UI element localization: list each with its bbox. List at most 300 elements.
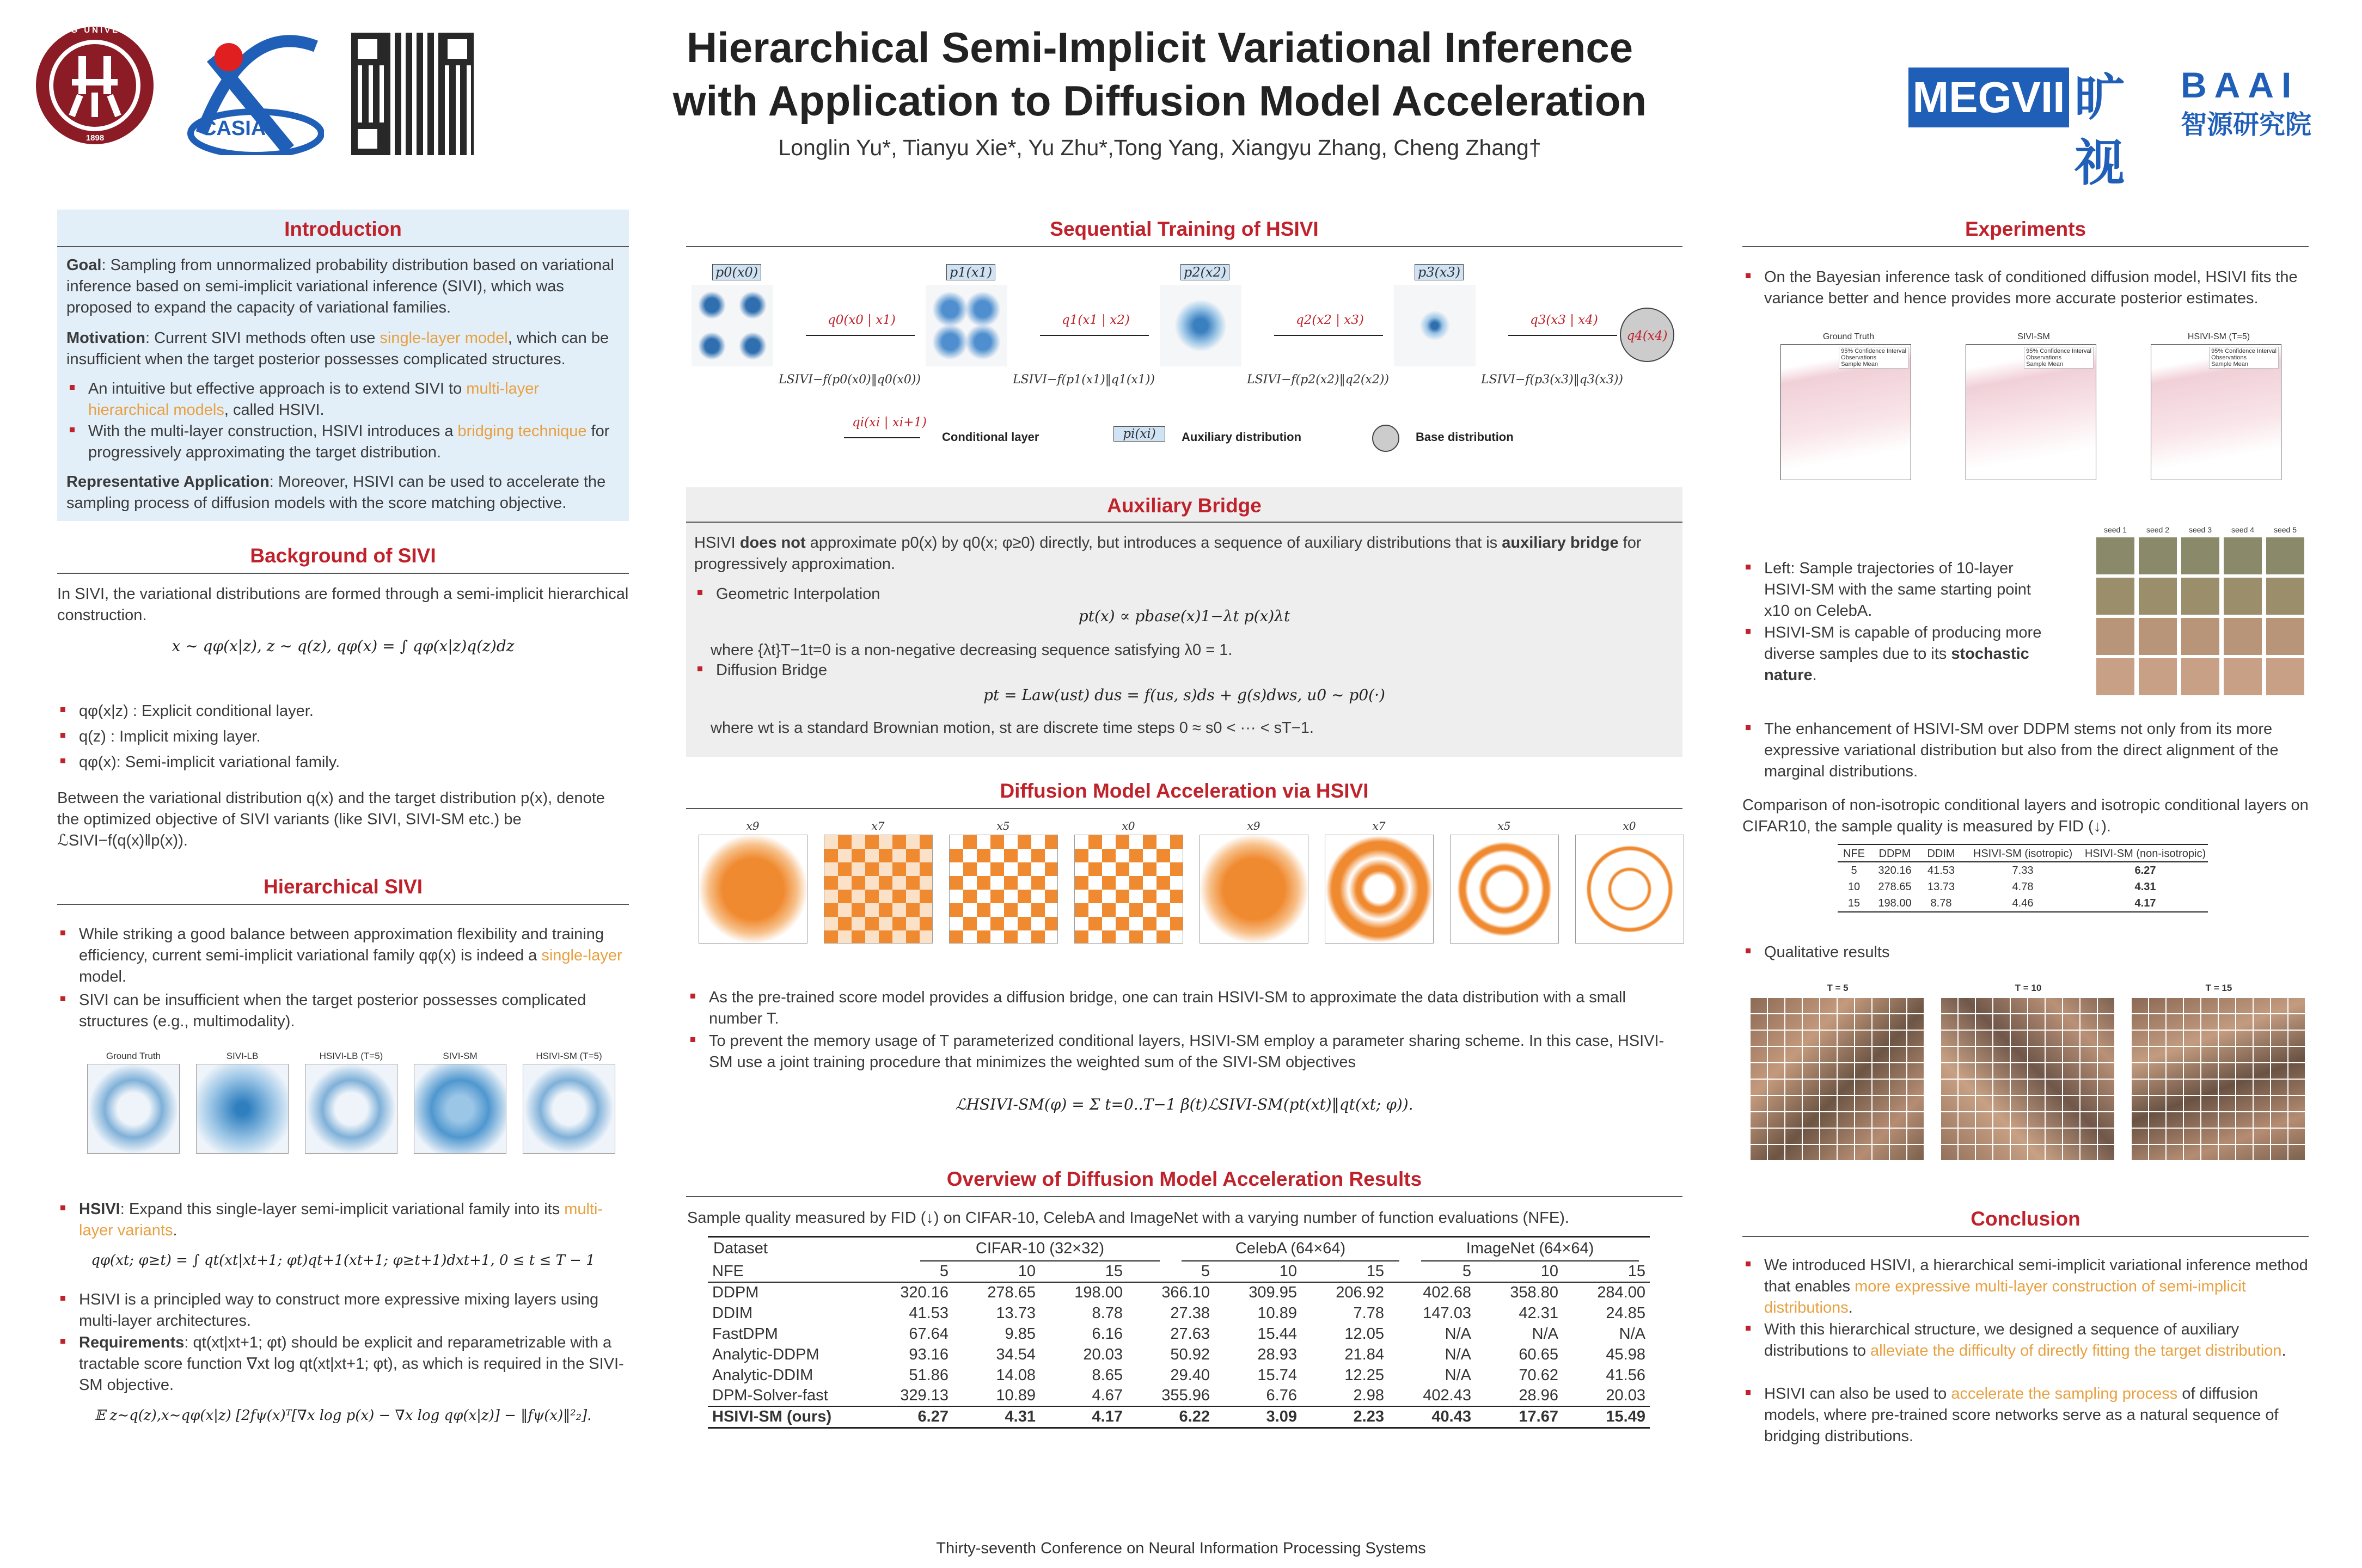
plot-area: [2151, 344, 2281, 480]
pku-logo-text: PEKING UNIVERSITY: [35, 26, 155, 35]
legend-cond-text: Conditional layer: [942, 430, 1039, 444]
intro-motivation: [66, 328, 621, 370]
legend-cond-arrow: [844, 437, 920, 438]
panel-ground-truth: [82, 1051, 185, 1154]
panel-label: x7: [871, 819, 885, 832]
table-row: [708, 1386, 1650, 1406]
bullet-highlight: multi-layer variants: [79, 1200, 603, 1239]
diffusion-rule: [686, 808, 1682, 809]
nfe-cell: 15: [1366, 1263, 1384, 1280]
method-name: Analytic-DDIM: [712, 1366, 813, 1384]
table-row: [708, 1282, 1650, 1303]
table-row-ours: [708, 1406, 1650, 1427]
group-imagenet: ImageNet (64×64): [1466, 1240, 1594, 1257]
fid-cell: 24.85: [1606, 1304, 1645, 1322]
bayes-plot-ground-truth: [1759, 332, 1938, 480]
bullet-label: Requirements: [79, 1334, 185, 1351]
small-table-cell: 41.53: [1927, 865, 1955, 877]
arrow-q1: [1040, 335, 1149, 336]
small-table: [1838, 844, 2208, 912]
small-table-cell: 320.16: [1878, 865, 1912, 877]
table-group-header: [708, 1238, 1650, 1261]
bullet-text: While striking a good balance between approximation flexibility and training efficiency, current semi-implicit variational family qφ(x) is indeed a: [79, 926, 604, 964]
fid-cell: 8.78: [1092, 1304, 1123, 1322]
conclusion-bullet-3: [1742, 1383, 2309, 1447]
pku-logo-year: 1898: [85, 133, 105, 143]
overview-caption: Sample quality measured by FID (↓) on CIFAR-10, CelebA and ImageNet with a varying number of function evaluations (NFE).: [687, 1209, 1569, 1227]
col-dataset: Dataset: [713, 1240, 768, 1257]
fid-cell: 20.03: [1606, 1387, 1645, 1404]
table-row: [708, 1303, 1650, 1324]
aux-text-end: for progressively approximation.: [694, 534, 1642, 573]
fid-cell: 309.95: [1249, 1284, 1297, 1301]
panel-hsivi-lb: [299, 1051, 403, 1154]
panel-title: HSIVI-SM (T=5): [536, 1051, 602, 1061]
fid-cell: 355.96: [1161, 1387, 1210, 1404]
fid-cell: N/A: [1619, 1325, 1645, 1343]
fid-cell: 67.64: [909, 1325, 949, 1343]
panel-plot: [523, 1064, 615, 1154]
conclusion-bullet-2: [1742, 1319, 2309, 1362]
panel-checker-x9: [694, 819, 811, 946]
fid-cell: 70.62: [1519, 1366, 1558, 1384]
fid-cell: 21.84: [1344, 1345, 1384, 1363]
plot-legend: [2209, 347, 2279, 369]
fid-cell: 17.67: [1519, 1408, 1558, 1425]
small-table-cell: 278.65: [1878, 881, 1912, 893]
nfe-cell: 10: [1279, 1263, 1297, 1280]
cond-label-q2: q2(x2 | x3): [1296, 313, 1364, 327]
bullet-text: With the multi-layer construction, HSIVI introduces a: [88, 422, 458, 440]
arrow-q3: [1508, 335, 1617, 336]
base-distribution-circle: [1620, 308, 1674, 362]
loss-label-1: LSIVI−f(p1(x1)‖q1(x1)): [1013, 373, 1155, 387]
fid-cell: 27.38: [1170, 1304, 1210, 1322]
fid-cell: 4.67: [1092, 1387, 1123, 1404]
fid-cell: 329.13: [900, 1387, 949, 1404]
fid-cell: N/A: [1445, 1345, 1471, 1363]
aux-bridge-text: [694, 532, 1674, 575]
legend-aux-text: Auxiliary distribution: [1182, 430, 1302, 444]
group-cifar: CIFAR-10 (32×32): [975, 1240, 1105, 1257]
noise-row: [2096, 578, 2304, 615]
nfe-cell: 10: [1018, 1263, 1036, 1280]
baai-logo: [2181, 64, 2339, 139]
aux-where-1: where {λt}T−1t=0 is a non-negative decreasing sequence satisfying λ0 = 1.: [711, 641, 1233, 659]
qualitative-grids: [1751, 983, 2311, 1168]
experiments-bullet-3: [1742, 622, 2047, 686]
aux-plot: [692, 285, 773, 366]
fid-cell: 28.93: [1257, 1345, 1297, 1363]
motivation-text: : Current SIVI methods often use: [145, 329, 380, 347]
bullet-text-end: .: [2281, 1342, 2286, 1359]
fid-cell: 12.25: [1344, 1366, 1384, 1384]
fid-cell: 402.43: [1423, 1387, 1471, 1404]
aux-label: p0(x0): [712, 264, 761, 280]
hsivi-rule: [57, 904, 629, 905]
diffusion-equation: ℒHSIVI-SM(φ) = Σ t=0..T−1 β(t)ℒSIVI-SM(pt(xt)‖qt(xt; φ)).: [955, 1095, 1413, 1113]
intro-goal: [66, 255, 621, 318]
aux-text-mid: approximate p0(x) by q0(x; φ≥0) directly, but introduces a sequence of auxiliary distributions that is: [805, 534, 1502, 552]
small-table-cell: 5: [1851, 865, 1857, 877]
table-row: [708, 1344, 1650, 1365]
small-table-cell: 4.78: [2012, 881, 2034, 893]
panel-checker-x0: [1070, 819, 1187, 946]
fid-cell: 2.23: [1353, 1408, 1384, 1425]
panel-label: x5: [1497, 819, 1511, 832]
hsivi-equation-1: qφ(xt; φ≥t) = ∫ qt(xt|xt+1; φt)qt+1(xt+1; φ≥t+1)dxt+1, 0 ≤ t ≤ T − 1: [91, 1252, 595, 1269]
panel-plot: [1325, 835, 1434, 944]
background-rule: [57, 573, 629, 574]
panel-plot: [1575, 835, 1684, 944]
bullet-highlight: alleviate the difficulty of directly fitting the target distribution: [1870, 1342, 2282, 1359]
method-name: DDPM: [712, 1284, 759, 1301]
cond-label-q0: q0(x0 | x1): [828, 313, 896, 327]
poster-title-line1: Hierarchical Semi-Implicit Variational Inference: [686, 23, 1633, 71]
aux-plot: [1160, 285, 1241, 366]
hsivi-bullet-2: SIVI can be insufficient when the target posterior possesses complicated structures (e.g., multimodality).: [57, 990, 629, 1032]
panel-title: HSIVI-LB (T=5): [319, 1051, 383, 1061]
legend-base-circle: [1372, 425, 1399, 452]
small-table-row: [1838, 895, 2208, 911]
bullet-text-end: of diffusion models, where pre-trained score networks serve as a natural sequence of bridging distributions.: [1764, 1385, 2279, 1445]
panel-rings-x9: [1195, 819, 1312, 946]
panel-plot: [87, 1064, 180, 1154]
plot-title: Ground Truth: [1822, 332, 1875, 341]
method-name: Analytic-DDPM: [712, 1345, 819, 1363]
face-row: [2096, 658, 2304, 695]
panel-rings-x7: [1320, 819, 1437, 946]
legend-cond-sample: qi(xi | xi+1): [852, 415, 927, 430]
small-table-cell: 10: [1847, 881, 1861, 893]
fid-cell: 7.78: [1353, 1304, 1384, 1322]
fid-cell: 9.85: [1005, 1325, 1036, 1343]
seed-label: seed 4: [2231, 525, 2255, 534]
panel-plot: [196, 1064, 289, 1154]
fid-cell: 278.65: [987, 1284, 1036, 1301]
small-table-cell: 7.33: [2012, 865, 2034, 877]
bullet-text-end: , called HSIVI.: [224, 401, 325, 419]
table-row-nfe: [708, 1261, 1650, 1282]
small-table-cell: 4.31: [2134, 881, 2156, 893]
sequential-figure: [692, 264, 1682, 460]
face-grid: [1941, 997, 2115, 1160]
panel-sivi-lb: [191, 1051, 294, 1154]
table-row: [708, 1365, 1650, 1386]
legend-obs: Observations: [2026, 354, 2061, 361]
small-table-body: [1838, 862, 2208, 911]
aux-plot: [1394, 285, 1476, 366]
experiments-title: Experiments: [1965, 218, 2086, 240]
panel-plot: [949, 835, 1058, 944]
panel-plot: [699, 835, 807, 944]
fid-cell: 60.65: [1519, 1345, 1558, 1363]
method-name: HSIVI-SM (ours): [712, 1408, 832, 1425]
fid-cell: 28.96: [1519, 1387, 1558, 1404]
plot-legend: [2024, 347, 2094, 369]
bullet-highlight: accelerate the sampling process: [1951, 1385, 2178, 1402]
panel-title: SIVI-SM: [443, 1051, 478, 1061]
aux-dist-p1: [926, 264, 1013, 366]
small-table-cell: 15: [1847, 897, 1861, 909]
baai-logo-cn: 智源研究院: [2181, 111, 2312, 139]
small-head-iso: HSIVI-SM (isotropic): [1973, 848, 2073, 860]
bullet-text: HSIVI can also be used to: [1764, 1385, 1951, 1402]
grid-title: T = 10: [2015, 983, 2042, 993]
casia-logo-text: CASIA: [201, 117, 266, 140]
panel-title: Ground Truth: [106, 1051, 161, 1061]
small-head-nfe: NFE: [1843, 848, 1865, 860]
rep-label: Representative Application: [66, 473, 270, 491]
fid-cell: N/A: [1445, 1325, 1471, 1343]
small-table-cell: 4.46: [2012, 897, 2034, 909]
aux-bridge-rule: [686, 522, 1682, 523]
bayes-plot-hsivi-sm: [2129, 332, 2309, 480]
hsivi-bullet-3: [57, 1199, 629, 1241]
results-table: [708, 1236, 1650, 1429]
bullet-text-end: .: [173, 1222, 178, 1239]
small-table-cell: 8.78: [1930, 897, 1952, 909]
experiments-bullet-4: The enhancement of HSIVI-SM over DDPM stems not only from its more expressive variational distribution but also from the direct alignment of the marginal distributions.: [1742, 719, 2309, 782]
table-row: [708, 1324, 1650, 1344]
aux-dist-p2: [1160, 264, 1247, 366]
bullet-text: : qt(xt|xt+1; φt) should be explicit and reparametrizable with a tractable score function ∇xt log qt(xt|xt+1; φt), as which is required in the SIVI-SM objective.: [79, 1334, 624, 1394]
small-head-noniso: HSIVI-SM (non-isotropic): [2084, 848, 2206, 860]
legend-mean: Sample Mean: [1841, 361, 1878, 367]
fid-cell: 284.00: [1597, 1284, 1645, 1301]
arrow-q0: [806, 335, 915, 336]
base-label: q4(x4): [1626, 329, 1668, 343]
legend-ci: 95% Confidence Interval: [1841, 348, 1906, 354]
aux-dist-p0: [692, 264, 779, 366]
bullet-text: We introduced HSIVI, a hierarchical semi-implicit variational inference method that enables: [1764, 1257, 2308, 1295]
fid-cell: 4.17: [1092, 1408, 1123, 1425]
experiments-bullet-5: Qualitative results: [1742, 942, 2309, 963]
bullet-label: HSIVI: [79, 1200, 120, 1218]
small-head-ddim: DDIM: [1927, 848, 1955, 860]
sequential-rule: [686, 246, 1682, 247]
loss-label-0: LSIVI−f(p0(x0)‖q0(x0)): [779, 373, 921, 387]
motivation-text-end: , which can be insufficient when the target posterior possesses complicated structures.: [66, 329, 609, 368]
bullet-text-end: .: [1812, 666, 1817, 684]
aux-bullet-geometric: Geometric Interpolation: [694, 584, 1674, 605]
pku-logo: [34, 24, 156, 147]
nfe-cell: 5: [1201, 1263, 1210, 1280]
seed-label: seed 5: [2273, 525, 2297, 534]
fid-cell: 3.09: [1266, 1408, 1297, 1425]
bullet-text: HSIVI-SM is capable of producing more diverse samples due to its: [1764, 624, 2042, 663]
seed-label: seed 1: [2103, 525, 2127, 534]
small-table-cell: 4.17: [2134, 897, 2156, 909]
nfe-cell: 10: [1540, 1263, 1558, 1280]
fid-cell: 147.03: [1423, 1304, 1471, 1322]
bullet-bold: stochastic nature: [1764, 645, 2029, 684]
plot-legend: [1839, 347, 1908, 369]
nfe-cell: 15: [1105, 1263, 1123, 1280]
fid-cell: N/A: [1445, 1366, 1471, 1384]
plot-area: [1780, 344, 1911, 480]
background-equation: x ∼ qφ(x|z), z ∼ q(z), qφ(x) = ∫ qφ(x|z)q(z)dz: [172, 637, 515, 655]
fid-cell: 320.16: [900, 1284, 949, 1301]
fid-cell: 15.49: [1606, 1408, 1645, 1425]
fid-cell: 6.22: [1179, 1408, 1210, 1425]
panel-plot: [414, 1064, 506, 1154]
bullet-highlight: more expressive multi-layer construction of semi-implicit distributions: [1764, 1278, 2246, 1316]
fid-cell: 6.27: [917, 1408, 949, 1425]
background-bullet-1: qφ(x|z) : Explicit conditional layer.: [57, 701, 629, 722]
legend-obs: Observations: [1841, 354, 1876, 361]
fid-cell: 10.89: [996, 1387, 1036, 1404]
baai-logo-text: BAAI: [2181, 65, 2299, 105]
fid-cell: 10.89: [1257, 1304, 1297, 1322]
aux-where-2: where wt is a standard Brownian motion, st are discrete time steps 0 ≈ s0 < ··· < sT−1.: [711, 719, 1314, 737]
rep-text: : Moreover, HSIVI can be used to accelerate the sampling process of diffusion models with the score matching objective.: [66, 473, 606, 512]
fid-cell: 15.44: [1257, 1325, 1297, 1343]
legend-obs: Observations: [2211, 354, 2247, 361]
conclusion-rule: [1742, 1236, 2309, 1237]
legend-mean: Sample Mean: [2026, 361, 2064, 367]
group-celeba: CelebA (64×64): [1235, 1240, 1346, 1257]
fid-cell: 34.54: [996, 1345, 1036, 1363]
overview-title: Overview of Diffusion Model Acceleration Results: [946, 1168, 1422, 1190]
panel-label: x7: [1372, 819, 1386, 832]
experiments-text: Comparison of non-isotropic conditional layers and isotropic conditional layers on CIFAR10, the sample quality is measured by FID (↓).: [1742, 797, 2309, 835]
experiments-rule: [1742, 246, 2309, 247]
small-table-head: [1838, 845, 2208, 862]
fid-cell: 206.92: [1336, 1284, 1384, 1301]
panel-title: SIVI-LB: [226, 1051, 259, 1061]
hsivi-title: Hierarchical SIVI: [263, 875, 423, 898]
fid-cell: 93.16: [909, 1345, 949, 1363]
fid-cell: 4.31: [1005, 1408, 1036, 1425]
hsivi-equation-2: 𝔼 z∼q(z),x∼qφ(x|z) [2fψ(x)ᵀ[∇x log p(x) − ∇x log qφ(x|z)] − ‖fψ(x)‖²₂].: [94, 1407, 592, 1424]
small-table-cell: 198.00: [1878, 897, 1912, 909]
panel-plot: [1074, 835, 1183, 944]
seed-grid: [2091, 525, 2309, 705]
fid-cell: 6.76: [1266, 1387, 1297, 1404]
bullet-text-end: .: [1848, 1299, 1853, 1316]
table-bottom-rule: [708, 1427, 1650, 1429]
hsivi-bullet-4: HSIVI is a principled way to construct more expressive mixing layers using multi-layer architectures.: [57, 1289, 629, 1332]
panel-checker-x5: [945, 819, 1062, 946]
megvii-logo-text: MEGVII: [1908, 68, 2069, 127]
group-underline: [920, 1260, 1160, 1261]
panel-hsivi-sm: [517, 1051, 621, 1154]
diffusion-bullet-2: To prevent the memory usage of T parameterized conditional layers, HSIVI-SM employ a parameter sharing scheme. In this case, HSIVI-SM use a joint training procedure that minimizes the weighted sum of the SIVI-SM objectives: [687, 1031, 1678, 1073]
noise-row: [2096, 537, 2304, 574]
fid-cell: 402.68: [1423, 1284, 1471, 1301]
results-data-table: [708, 1261, 1650, 1427]
conclusion-bullet-1: [1742, 1255, 2309, 1319]
aux-text: HSIVI: [694, 534, 740, 552]
qr-code[interactable]: [351, 33, 474, 155]
diffusion-bullet-1: As the pre-trained score model provides a diffusion bridge, one can train HSIVI-SM to approximate the data distribution with a small number T.: [687, 987, 1678, 1030]
goal-text: : Sampling from unnormalized probability distribution based on variational inference based on semi-implicit variational inference (SIVI), which was proposed to expand the capacity of variational families.: [66, 256, 614, 316]
aux-bold: does not: [739, 534, 806, 552]
seed-label: seed 2: [2146, 525, 2170, 534]
panel-label: x5: [996, 819, 1010, 832]
panel-plot: [305, 1064, 397, 1154]
aux-dist-p3: [1394, 264, 1481, 366]
panel-plot: [824, 835, 933, 944]
small-table-bottom-rule: [1838, 911, 2208, 912]
legend-ci: 95% Confidence Interval: [2026, 348, 2091, 354]
panel-label: x9: [746, 819, 760, 832]
sequential-title: Sequential Training of HSIVI: [1050, 218, 1319, 240]
megvii-logo-cn: 旷视: [2075, 70, 2125, 191]
nfe-cell: 5: [939, 1263, 949, 1280]
legend-mean: Sample Mean: [2211, 361, 2249, 367]
nfe-cell: 15: [1627, 1263, 1645, 1280]
fid-cell: 50.92: [1170, 1345, 1210, 1363]
aux-label: p1(x1): [946, 264, 995, 280]
aux-label: p3(x3): [1415, 264, 1464, 280]
panel-label: x9: [1247, 819, 1260, 832]
grid-t5: [1751, 983, 1925, 1160]
panel-label: x0: [1122, 819, 1135, 832]
fid-cell: 6.16: [1092, 1325, 1123, 1343]
bayes-plot-sivi-sm: [1944, 332, 2124, 480]
method-name: DDIM: [712, 1304, 753, 1322]
cond-label-q3: q3(x3 | x4): [1530, 313, 1598, 327]
plot-area: [1966, 344, 2096, 480]
grid-t10: [1941, 983, 2115, 1160]
panel-rings-x5: [1446, 819, 1563, 946]
diffusion-title: Diffusion Model Acceleration via HSIVI: [1000, 780, 1369, 802]
panel-plot: [1200, 835, 1308, 944]
panel-rings-x0: [1571, 819, 1688, 946]
authors: Longlin Yu*, Tianyu Xie*, Yu Zhu*,Tong Yang, Xiangyu Zhang, Cheng Zhang†: [778, 135, 1541, 160]
background-bullet-2: q(z) : Implicit mixing layer.: [57, 726, 629, 748]
bayesian-plots: [1759, 332, 2309, 495]
fid-cell: 366.10: [1161, 1284, 1210, 1301]
bullet-highlight: single-layer: [541, 947, 622, 964]
motivation-label: Motivation: [66, 329, 145, 347]
fid-cell: 8.65: [1092, 1366, 1123, 1384]
background-bullet-3: qφ(x): Semi-implicit variational family.: [57, 752, 629, 773]
face-grid: [2132, 997, 2306, 1160]
cond-label-q1: q1(x1 | x2): [1062, 313, 1130, 327]
fid-cell: 15.74: [1257, 1366, 1297, 1384]
footer-conference: Thirty-seventh Conference on Neural Information Processing Systems: [936, 1540, 1426, 1557]
fid-cell: 41.53: [909, 1304, 949, 1322]
intro-representative: [66, 471, 621, 514]
fid-cell: 2.98: [1353, 1387, 1384, 1404]
aux-bullet-diffusion: Diffusion Bridge: [694, 660, 1674, 681]
aux-bold-2: auxiliary bridge: [1502, 534, 1619, 552]
fid-cell: 13.73: [996, 1304, 1036, 1322]
grid-title: T = 15: [2205, 983, 2232, 993]
fid-cell: 14.08: [996, 1366, 1036, 1384]
introduction-title: Introduction: [284, 218, 402, 240]
experiments-bullet-1: On the Bayesian inference task of conditioned diffusion model, HSIVI fits the variance better and hence provides more accurate posterior estimates.: [1742, 267, 2309, 309]
bullet-text: : Expand this single-layer semi-implicit variational family into its: [120, 1200, 565, 1218]
aux-plot: [926, 285, 1007, 366]
method-name: DPM-Solver-fast: [712, 1387, 828, 1404]
intro-bullet-1: [66, 378, 621, 421]
bullet-text: With this hierarchical structure, we designed a sequence of auxiliary distributions to: [1764, 1321, 2239, 1359]
overview-rule: [686, 1196, 1682, 1197]
plot-title: SIVI-SM: [2017, 332, 2050, 341]
introduction-rule: [57, 246, 629, 247]
small-table-cell: 13.73: [1927, 881, 1955, 893]
nfe-label: NFE: [712, 1263, 744, 1280]
fid-cell: 358.80: [1510, 1284, 1558, 1301]
bullet-highlight: bridging technique: [457, 422, 587, 440]
background-text-1: In SIVI, the variational distributions are formed through a semi-implicit hierarchical construction.: [57, 585, 629, 624]
diffusion-panels: [689, 819, 1685, 977]
small-table-cell: 6.27: [2134, 865, 2156, 877]
